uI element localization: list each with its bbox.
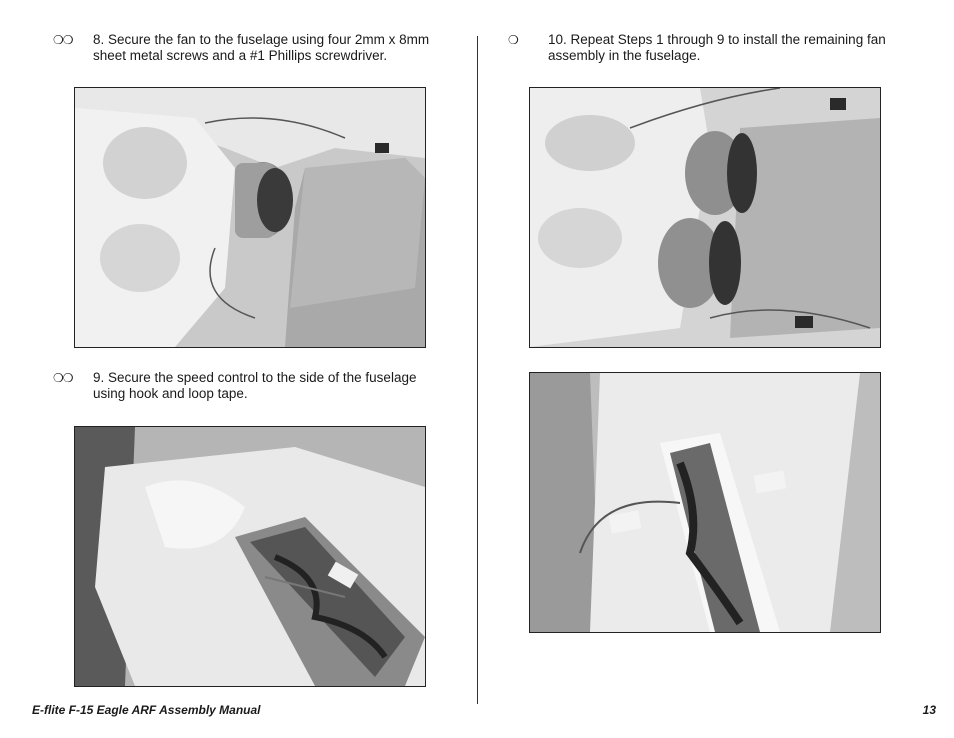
checkbox-bullets: ❍❍ <box>53 371 73 385</box>
checkbox-bullets: ❍❍ <box>53 33 73 47</box>
page-number: 13 <box>922 703 936 717</box>
step-10-line-2: assembly in the fuselage. <box>548 48 701 63</box>
column-divider <box>477 36 478 704</box>
step-8-text <box>93 32 429 64</box>
step-10-text <box>548 32 886 64</box>
photo-wiring-channel <box>529 372 881 633</box>
checkbox-bullet: ❍ <box>508 33 518 47</box>
step-8-line-1: 8. Secure the fan to the fuselage using four 2mm x 8mm <box>93 32 430 47</box>
step-9-line-2: using hook and loop tape. <box>93 386 248 401</box>
photo-both-fans <box>529 87 881 348</box>
photo-speed-control <box>74 426 426 687</box>
step-9-text <box>93 370 416 402</box>
step-9-line-1: 9. Secure the speed control to the side of the fuselage <box>93 370 417 385</box>
step-10-line-1: 10. Repeat Steps 1 through 9 to install the remaining fan <box>548 32 886 47</box>
step-8-line-2: sheet metal screws and a #1 Phillips screwdriver. <box>93 48 388 63</box>
footer-title: E-flite F-15 Eagle ARF Assembly Manual <box>32 703 261 717</box>
photo-fan-secured <box>74 87 426 348</box>
